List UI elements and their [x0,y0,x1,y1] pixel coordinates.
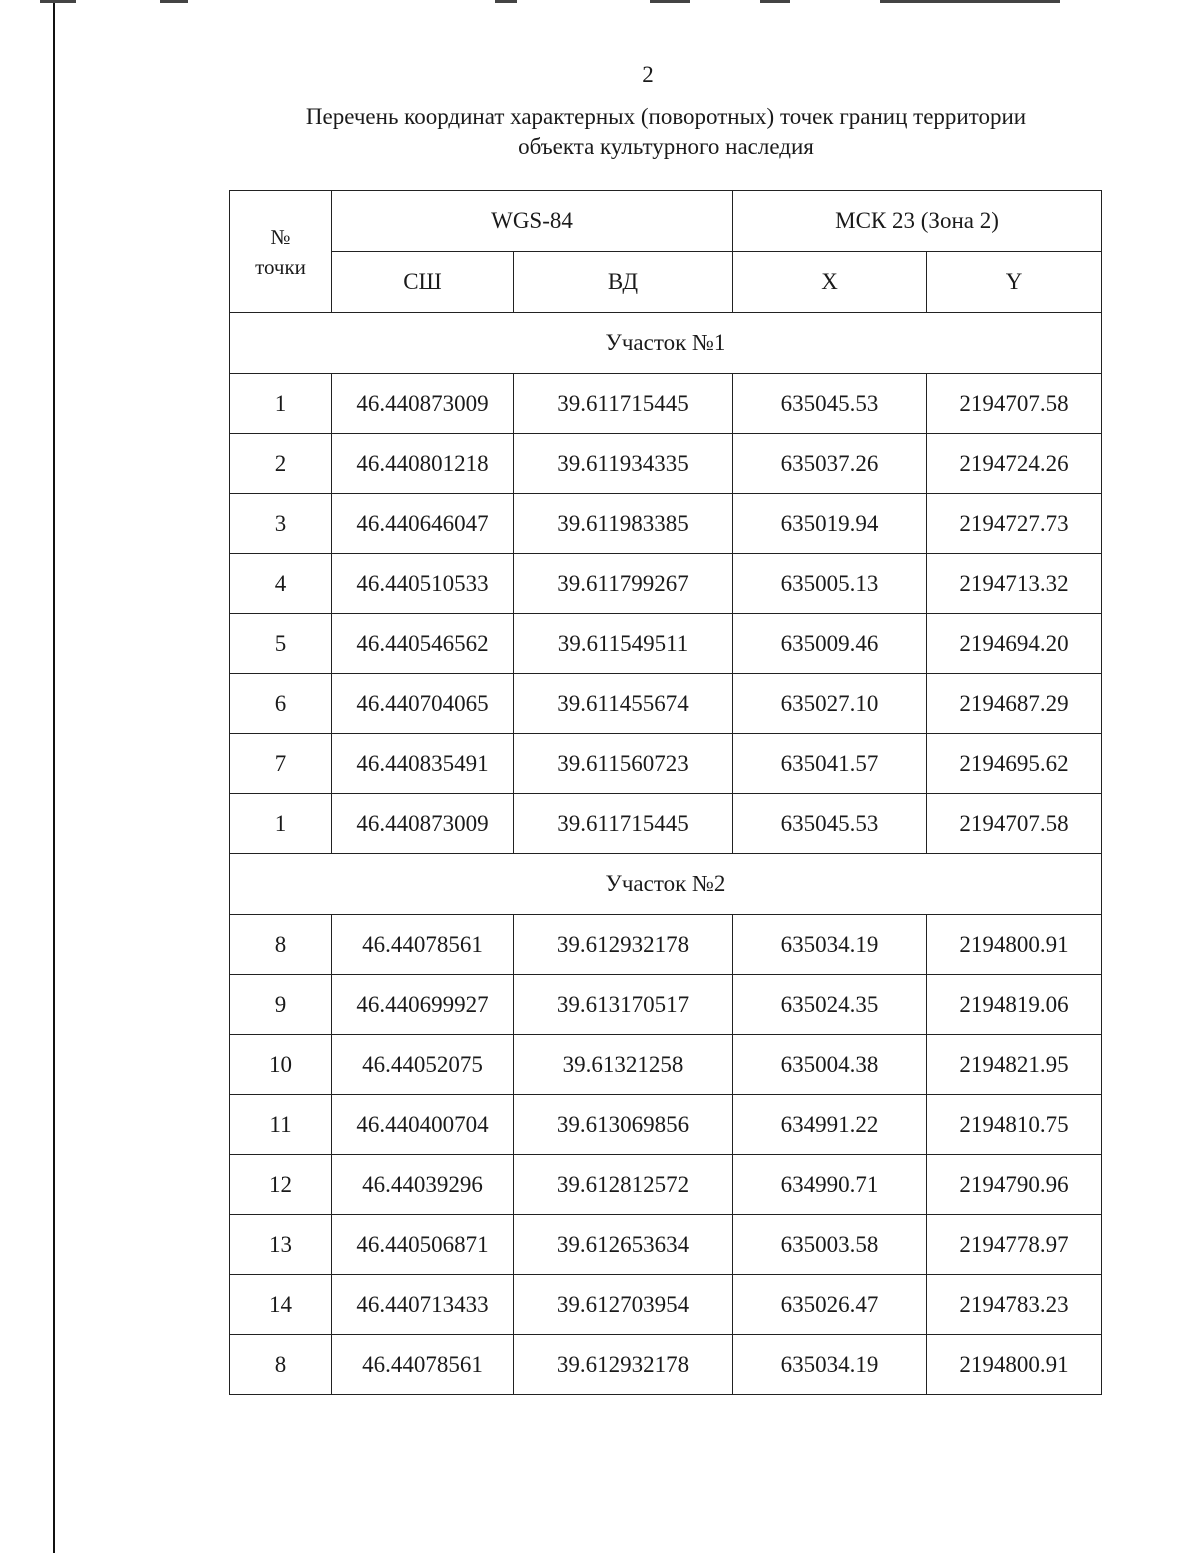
y-cell: 2194687.29 [927,674,1102,734]
y-cell: 2194707.58 [927,794,1102,854]
point-number-cell: 11 [230,1095,332,1155]
longitude-cell: 39.613069856 [514,1095,733,1155]
title-line-1: Перечень координат характерных (поворотных) точек границ территории [305,104,1027,129]
y-cell: 2194810.75 [927,1095,1102,1155]
latitude-cell: 46.440699927 [332,975,514,1035]
longitude-cell: 39.611715445 [514,374,733,434]
msk23-header: МСК 23 (Зона 2) [733,191,1102,252]
y-header: Y [927,252,1102,313]
longitude-cell: 39.612653634 [514,1215,733,1275]
page-left-border [53,0,55,1553]
y-cell: 2194713.32 [927,554,1102,614]
point-number-cell: 3 [230,494,332,554]
point-number-cell: 7 [230,734,332,794]
table-row [230,1215,1102,1275]
point-number-cell: 4 [230,554,332,614]
table-header-row [230,191,1102,252]
latitude-cell: 46.44039296 [332,1155,514,1215]
table-row [230,1275,1102,1335]
x-cell: 635037.26 [733,434,927,494]
point-number-cell: 8 [230,915,332,975]
x-header: X [733,252,927,313]
x-cell: 635004.38 [733,1035,927,1095]
table-row [230,1155,1102,1215]
latitude-cell: 46.440873009 [332,374,514,434]
longitude-cell: 39.61321258 [514,1035,733,1095]
x-cell: 635026.47 [733,1275,927,1335]
table-row [230,494,1102,554]
longitude-cell: 39.611549511 [514,614,733,674]
y-cell: 2194800.91 [927,915,1102,975]
latitude-cell: 46.440713433 [332,1275,514,1335]
latitude-cell: 46.440704065 [332,674,514,734]
longitude-cell: 39.611934335 [514,434,733,494]
x-cell: 635041.57 [733,734,927,794]
title-line-2: объекта культурного наследия [518,134,814,159]
point-number-cell: 10 [230,1035,332,1095]
section-title: Участок №1 [230,313,1102,374]
longitude-cell: 39.612703954 [514,1275,733,1335]
y-cell: 2194724.26 [927,434,1102,494]
x-cell: 635003.58 [733,1215,927,1275]
section-title: Участок №2 [230,854,1102,915]
point-number-cell: 14 [230,1275,332,1335]
y-cell: 2194790.96 [927,1155,1102,1215]
latitude-cell: 46.440646047 [332,494,514,554]
latitude-cell: 46.440546562 [332,614,514,674]
table-row [230,674,1102,734]
table-row [230,734,1102,794]
latitude-cell: 46.44078561 [332,915,514,975]
wgs84-header: WGS-84 [332,191,733,252]
table-row [230,554,1102,614]
point-number-cell: 9 [230,975,332,1035]
point-number-cell: 2 [230,434,332,494]
point-number-word: точки [255,254,306,279]
x-cell: 635045.53 [733,794,927,854]
table-subheader-row [230,252,1102,313]
point-number-cell: 8 [230,1335,332,1395]
point-number-symbol: № [270,224,291,249]
table-row [230,434,1102,494]
x-cell: 635045.53 [733,374,927,434]
table-row [230,1035,1102,1095]
section-row [230,854,1102,915]
page-number: 2 [642,62,654,87]
point-number-cell: 1 [230,374,332,434]
x-cell: 634990.71 [733,1155,927,1215]
latitude-cell: 46.440801218 [332,434,514,494]
longitude-cell: 39.611799267 [514,554,733,614]
latitude-cell: 46.440400704 [332,1095,514,1155]
y-cell: 2194783.23 [927,1275,1102,1335]
x-cell: 635005.13 [733,554,927,614]
longitude-cell: 39.611983385 [514,494,733,554]
y-cell: 2194695.62 [927,734,1102,794]
latitude-cell: 46.44052075 [332,1035,514,1095]
latitude-header: СШ [332,252,514,313]
table-row [230,1335,1102,1395]
longitude-header: ВД [514,252,733,313]
table-row [230,1095,1102,1155]
y-cell: 2194819.06 [927,975,1102,1035]
longitude-cell: 39.611715445 [514,794,733,854]
table-row [230,915,1102,975]
table-row [230,374,1102,434]
y-cell: 2194694.20 [927,614,1102,674]
y-cell: 2194778.97 [927,1215,1102,1275]
longitude-cell: 39.612812572 [514,1155,733,1215]
table-row [230,975,1102,1035]
longitude-cell: 39.613170517 [514,975,733,1035]
latitude-cell: 46.44078561 [332,1335,514,1395]
table-row [230,794,1102,854]
longitude-cell: 39.612932178 [514,915,733,975]
longitude-cell: 39.611455674 [514,674,733,734]
table-body [230,313,1102,1395]
x-cell: 635034.19 [733,1335,927,1395]
section-row [230,313,1102,374]
point-number-cell: 12 [230,1155,332,1215]
x-cell: 635024.35 [733,975,927,1035]
y-cell: 2194800.91 [927,1335,1102,1395]
top-scan-marks [0,0,1200,6]
x-cell: 634991.22 [733,1095,927,1155]
x-cell: 635034.19 [733,915,927,975]
y-cell: 2194821.95 [927,1035,1102,1095]
y-cell: 2194727.73 [927,494,1102,554]
point-number-cell: 13 [230,1215,332,1275]
point-number-header [230,191,332,313]
x-cell: 635009.46 [733,614,927,674]
point-number-cell: 6 [230,674,332,734]
x-cell: 635027.10 [733,674,927,734]
y-cell: 2194707.58 [927,374,1102,434]
longitude-cell: 39.612932178 [514,1335,733,1395]
latitude-cell: 46.440835491 [332,734,514,794]
longitude-cell: 39.611560723 [514,734,733,794]
coordinates-table [229,190,1102,1395]
x-cell: 635019.94 [733,494,927,554]
latitude-cell: 46.440873009 [332,794,514,854]
point-number-cell: 5 [230,614,332,674]
latitude-cell: 46.440510533 [332,554,514,614]
latitude-cell: 46.440506871 [332,1215,514,1275]
table-row [230,614,1102,674]
point-number-cell: 1 [230,794,332,854]
document-title [230,102,1102,162]
